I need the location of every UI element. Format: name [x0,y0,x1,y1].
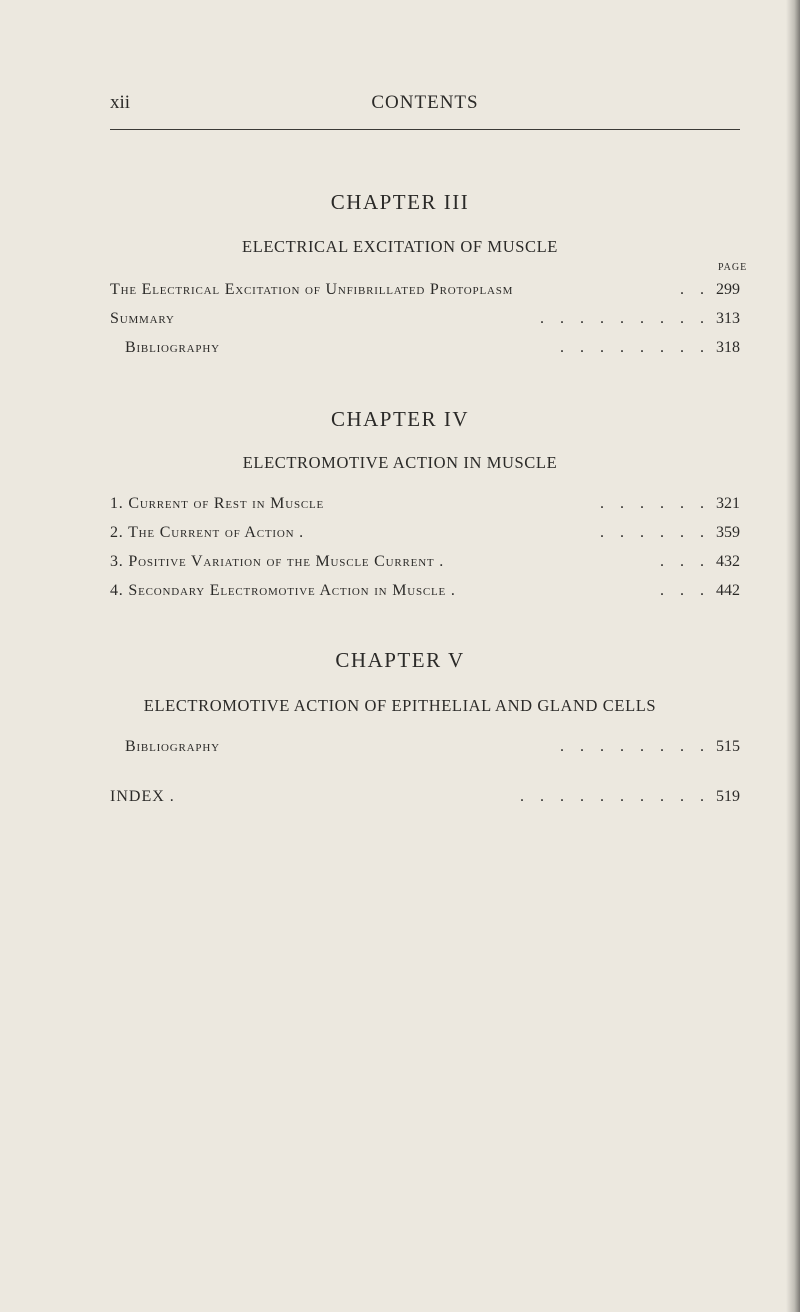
entry-title: Bibliography [125,339,220,356]
toc-entry[interactable] [110,553,740,577]
leader-dots: . . . . . . . . . . [520,788,704,805]
entry-title: 1. Current of Rest in Muscle [110,495,325,512]
entry-page-number: 442 [716,582,740,599]
leader-dots: . . . . . . . . [560,738,704,755]
entry-page-number: 321 [716,495,740,512]
leader-dots: . . [680,281,704,298]
leader-dots: . . . [660,553,704,570]
entry-title: 3. Positive Variation of the Muscle Current . [110,553,445,570]
chapter-title: ELECTROMOTIVE ACTION OF EPITHELIAL AND GLAND CELLS [143,696,657,715]
chapter-heading: CHAPTER IV [330,407,470,431]
entry-page-number: 515 [716,738,740,755]
toc-entry[interactable] [110,339,740,363]
leader-dots: . . . [660,582,704,599]
entry-title: 4. Secondary Electromotive Action in Muscle . [110,582,456,599]
toc-entry-index[interactable] [110,788,740,812]
entry-title: 2. The Current of Action . [110,524,304,541]
toc-entry[interactable] [110,310,740,334]
toc-entry[interactable] [110,738,740,762]
entry-title: Summary [110,310,175,327]
chapter-title: ELECTROMOTIVE ACTION IN MUSCLE [242,453,558,472]
toc-entry[interactable] [110,281,740,305]
entry-page-number: 313 [716,310,740,327]
entry-title: The Electrical Excitation of Unfibrillated Protoplasm [110,281,514,298]
entry-page-number: 519 [716,788,740,805]
running-title: CONTENTS [371,92,479,113]
entry-page-number: 318 [716,339,740,356]
page-column-label: PAGE [718,262,748,273]
chapter-heading: CHAPTER III [330,190,470,214]
entry-page-number: 432 [716,553,740,570]
toc-entry[interactable] [110,524,740,548]
leader-dots: . . . . . . . . [560,339,704,356]
header-rule [110,129,740,130]
page-folio: xii [110,92,131,113]
toc-entry[interactable] [110,582,740,606]
entry-page-number: 299 [716,281,740,298]
chapter-title: ELECTRICAL EXCITATION OF MUSCLE [242,237,558,256]
leader-dots: . . . . . . . . . [540,310,704,327]
chapter-heading: CHAPTER V [335,648,465,672]
leader-dots: . . . . . . [600,524,704,541]
toc-entry[interactable] [110,495,740,519]
running-head [110,92,740,118]
leader-dots: . . . . . . [600,495,704,512]
entry-page-number: 359 [716,524,740,541]
entry-title: Bibliography [125,738,220,755]
entry-title: INDEX . [110,788,175,805]
